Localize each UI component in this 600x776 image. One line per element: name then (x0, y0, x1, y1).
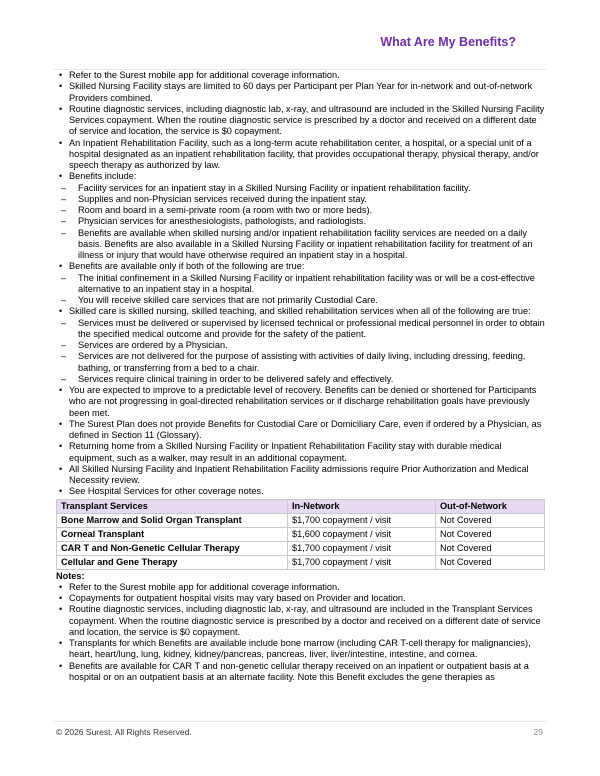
in-network-cell: $1,600 copayment / visit (288, 527, 436, 541)
in-network-cell: $1,700 copayment / visit (288, 541, 436, 555)
list-item: • See Hospital Services for other coverage notes. (56, 486, 545, 497)
list-item: • Refer to the Surest mobile app for additional coverage information. (56, 582, 545, 593)
sub-list-item: – Services are not delivered for the purpose of assisting with activities of daily living, including dressing, feeding, bathing, or transferring from a bed to a chair. (56, 351, 545, 374)
out-of-network-cell: Not Covered (436, 527, 545, 541)
sub-list-item: – Physician services for anesthesiologists, pathologists, and radiologists. (56, 216, 545, 227)
service-name-cell: CAR T and Non-Genetic Cellular Therapy (57, 541, 288, 555)
list-item: • Benefits are available for CAR T and non-genetic cellular therapy received on an inpatient or outpatient basis at a hospital or on an outpatient basis at an alternate facility. Note this Benefit excludes the gene therapies as (56, 661, 545, 684)
sub-list-item: – Room and board in a semi-private room (a room with two or more beds). (56, 205, 545, 216)
service-name-cell: Bone Marrow and Solid Organ Transplant (57, 513, 288, 527)
list-item: • Refer to the Surest mobile app for additional coverage information. (56, 70, 545, 81)
service-name-cell: Cellular and Gene Therapy (57, 555, 288, 569)
list-item: • Copayments for outpatient hospital visits may vary based on Provider and location. (56, 593, 545, 604)
notes-heading: Notes: (56, 570, 85, 581)
footer-copyright: © 2026 Surest. All Rights Reserved. (56, 727, 192, 737)
sub-list-item: – The initial confinement in a Skilled Nursing Facility or inpatient rehabilitation facility was or will be a cost-effective alternative to an inpatient stay in a hospital. (56, 273, 545, 296)
out-of-network-cell: Not Covered (436, 541, 545, 555)
table-header-cell: Transplant Services (57, 499, 288, 513)
list-item: • Benefits include: (56, 171, 545, 182)
sub-list-item: – You will receive skilled care services that are not primarily Custodial Care. (56, 295, 545, 306)
page-content (56, 70, 545, 683)
page-number: 29 (533, 727, 543, 737)
list-item: • All Skilled Nursing Facility and Inpatient Rehabilitation Facility admissions require Prior Authorization and Medical Necessity review. (56, 464, 545, 487)
sub-list-item: – Services must be delivered or supervised by licensed technical or professional medical personnel in order to obtain the specified medical outcome and provide for the safety of the patient. (56, 318, 545, 341)
table-header-cell: Out-of-Network (436, 499, 545, 513)
sub-list-item: – Benefits are available when skilled nursing and/or inpatient rehabilitation facility services are needed on a daily basis. Benefits are also available in a Skilled Nursing Facility or inpatient rehabilitation facility for treatment of an illness or injury that would have otherwise required an inpatient stay in a hospital. (56, 228, 545, 262)
list-item: • Skilled care is skilled nursing, skilled teaching, and skilled rehabilitation services when all of the following are true: (56, 306, 545, 317)
transplant-services-table (56, 499, 545, 570)
list-item: • The Surest Plan does not provide Benefits for Custodial Care or Domiciliary Care, even if ordered by a Physician, as defined in Section 11 (Glossary). (56, 419, 545, 442)
out-of-network-cell: Not Covered (436, 555, 545, 569)
list-item: • Routine diagnostic services, including diagnostic lab, x-ray, and ultrasound are included in the Skilled Nursing Facility Services copayment. When the routine diagnostic service is prescribed by a doctor and received on a different date of service and location, the service is $0 copayment. (56, 104, 545, 138)
out-of-network-cell: Not Covered (436, 513, 545, 527)
sub-list-item: – Services are ordered by a Physician. (56, 340, 545, 351)
service-name-cell: Corneal Transplant (57, 527, 288, 541)
list-item: • Benefits are available only if both of the following are true: (56, 261, 545, 272)
in-network-cell: $1,700 copayment / visit (288, 555, 436, 569)
table-row (57, 555, 545, 569)
list-item: • Skilled Nursing Facility stays are limited to 60 days per Participant per Plan Year for in-network and out-of-network Providers combined. (56, 81, 545, 104)
list-item: • Routine diagnostic services, including diagnostic lab, x-ray, and ultrasound are included in the Transplant Services copayment. When the routine diagnostic service is prescribed by a doctor and received on a different date of service and location, the service is $0 copayment. (56, 604, 545, 638)
list-item: • Transplants for which Benefits are available include bone marrow (including CAR T-cell therapy for malignancies), heart, heart/lung, lung, kidney, kidney/pancreas, pancreas, liver, liver/intestine, intestine, and cornea. (56, 638, 545, 661)
table-row (57, 513, 545, 527)
footer-divider (54, 721, 546, 722)
in-network-cell: $1,700 copayment / visit (288, 513, 436, 527)
table-header-cell: In-Network (288, 499, 436, 513)
sub-list-item: – Services require clinical training in order to be delivered safely and effectively. (56, 374, 545, 385)
sub-list-item: – Supplies and non-Physician services received during the inpatient stay. (56, 194, 545, 205)
sub-list-item: – Facility services for an inpatient stay in a Skilled Nursing Facility or inpatient rehabilitation facility. (56, 183, 545, 194)
skilled-nursing-notes-list (56, 70, 545, 498)
list-item: • Returning home from a Skilled Nursing Facility or Inpatient Rehabilitation Facility stay with durable medical equipment, such as a walker, may result in an additional copayment. (56, 441, 545, 464)
page-header-title: What Are My Benefits? (380, 35, 516, 49)
list-item: • An Inpatient Rehabilitation Facility, such as a long-term acute rehabilitation center, a hospital, or a special unit of a hospital designated as an inpatient rehabilitation facility, that provides occupational therapy, physical therapy, and/or speech therapy as authorized by law. (56, 138, 545, 172)
table-header-row (57, 499, 545, 513)
table-row (57, 541, 545, 555)
transplant-notes-list (56, 582, 545, 683)
table-row (57, 527, 545, 541)
list-item: • You are expected to improve to a predictable level of recovery. Benefits can be denied or shortened for Participants who are not progressing in goal-directed rehabilitation services or if discharge rehabilitation goals have previously been met. (56, 385, 545, 419)
